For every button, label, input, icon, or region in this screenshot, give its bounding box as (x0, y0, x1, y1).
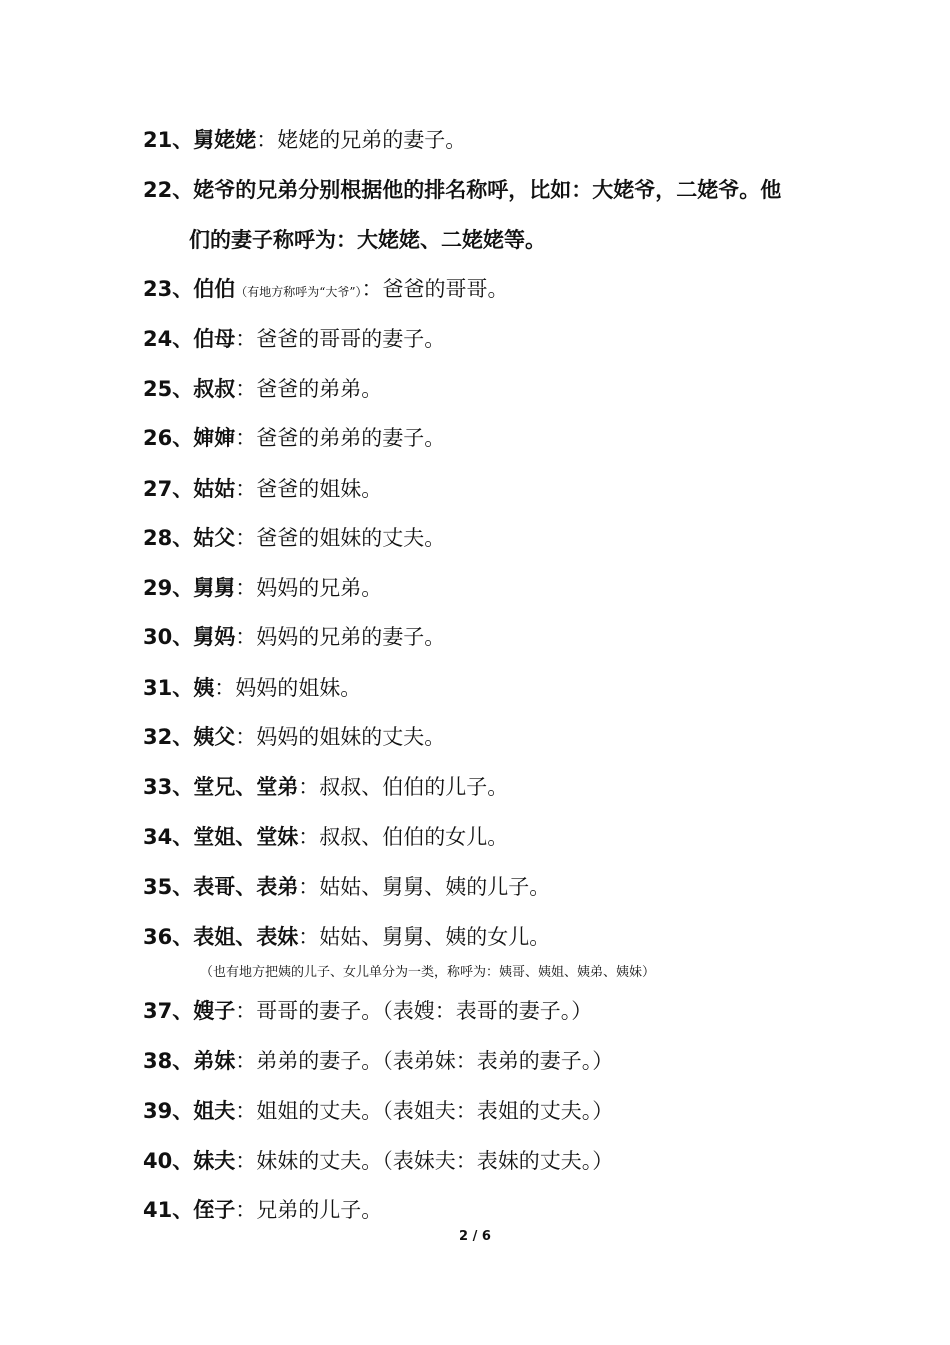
entry-24 (143, 324, 445, 354)
entry-definition: 哥哥的妻子。（表嫂：表哥的妻子。） (256, 999, 593, 1023)
entry-definition: 爸爸的弟弟的妻子。 (256, 426, 446, 450)
entry-definition: 弟弟的妻子。（表弟妹：表弟的妻子。） (256, 1049, 614, 1073)
entry-22 (143, 175, 781, 205)
entry-37 (143, 996, 592, 1026)
entry-definition: 妈妈的兄弟。 (256, 576, 383, 600)
entry-number: 34、 (143, 825, 194, 849)
entry-colon: ： (235, 625, 257, 649)
entry-colon: ： (235, 426, 257, 450)
entry-number: 39、 (143, 1099, 194, 1123)
entry-definition: 姥姥的兄弟的妻子。 (277, 128, 467, 152)
entry-definition: 叔叔、伯伯的儿子。 (319, 775, 509, 799)
entry-colon: ： (235, 725, 257, 749)
entry-term: 舅舅 (193, 576, 236, 600)
entry-term: 姑姑 (193, 477, 236, 501)
entry-colon: ： (298, 825, 320, 849)
entry-definition: 爸爸的哥哥的妻子。 (256, 327, 446, 351)
entry-25 (143, 374, 382, 404)
entry-colon: ： (235, 327, 257, 351)
entry-number: 40、 (143, 1149, 194, 1173)
entry-colon: ： (235, 1198, 257, 1222)
entry-text-line2: 们的妻子称呼为：大姥姥、二姥姥等。 (189, 228, 546, 252)
entry-colon: ： (235, 1099, 257, 1123)
entry-term: 表哥、表弟 (193, 875, 299, 899)
entry-colon: ： (298, 925, 320, 949)
entry-colon: ： (235, 526, 257, 550)
entry-definition: 妈妈的兄弟的妻子。 (256, 625, 446, 649)
entry-number: 36、 (143, 925, 194, 949)
entry-number: 41、 (143, 1198, 194, 1222)
footnote: （也有地方把姨的儿子、女儿单分为一类，称呼为：姨哥、姨姐、姨弟、姨妹） (200, 965, 656, 980)
entry-32 (143, 722, 445, 752)
entry-number: 22、 (143, 178, 194, 202)
entry-27 (143, 474, 382, 504)
entry-36 (143, 922, 550, 952)
entry-number: 38、 (143, 1049, 194, 1073)
entry-number: 23、 (143, 277, 194, 301)
entry-number: 25、 (143, 377, 194, 401)
entry-term: 伯母 (193, 327, 236, 351)
entry-term: 姐夫 (193, 1099, 236, 1123)
entry-colon: ： (235, 999, 257, 1023)
entry-definition: 姑姑、舅舅、姨的女儿。 (319, 925, 551, 949)
entry-term: 表姐、表妹 (193, 925, 299, 949)
entry-number: 29、 (143, 576, 194, 600)
entry-23 (143, 274, 509, 304)
entry-number: 31、 (143, 676, 194, 700)
entry-term: 侄子 (193, 1198, 236, 1222)
entry-28 (143, 523, 445, 553)
entry-34 (143, 822, 508, 852)
entry-term: 舅姥姥 (193, 128, 257, 152)
entry-definition: 爸爸的姐妹。 (256, 477, 383, 501)
entry-term: 姑父 (193, 526, 236, 550)
entry-definition: 爸爸的弟弟。 (256, 377, 383, 401)
entry-term: 舅妈 (193, 625, 236, 649)
entry-definition: 叔叔、伯伯的女儿。 (319, 825, 509, 849)
entry-colon: ： (235, 1049, 257, 1073)
entry-definition: 爸爸的姐妹的丈夫。 (256, 526, 446, 550)
entry-31 (143, 673, 361, 703)
entry-term: 嫂子 (193, 999, 236, 1023)
entry-term: 弟妹 (193, 1049, 236, 1073)
entry-number: 32、 (143, 725, 194, 749)
page-number: 2 / 6 (459, 1229, 491, 1244)
entry-35 (143, 872, 550, 902)
entry-number: 21、 (143, 128, 194, 152)
entry-definition: 兄弟的儿子。 (256, 1198, 383, 1222)
entry-term: 堂姐、堂妹 (193, 825, 299, 849)
entry-colon: ： (361, 277, 383, 301)
entry-colon: ： (235, 576, 257, 600)
entry-definition: 妈妈的姐妹的丈夫。 (256, 725, 446, 749)
entry-number: 37、 (143, 999, 194, 1023)
entry-21 (143, 125, 466, 155)
entry-aside: （有地方称呼为“大爷”） (235, 285, 362, 299)
entry-text-line1: 姥爷的兄弟分别根据他的排名称呼，比如：大姥爷，二姥爷。他 (193, 178, 782, 202)
entry-definition: 妹妹的丈夫。（表妹夫：表妹的丈夫。） (256, 1149, 614, 1173)
entry-colon: ： (214, 676, 236, 700)
entry-38 (143, 1046, 613, 1076)
entry-term: 伯伯 (193, 277, 236, 301)
entry-33 (143, 772, 508, 802)
entry-term: 堂兄、堂弟 (193, 775, 299, 799)
entry-colon: ： (256, 128, 278, 152)
entry-number: 30、 (143, 625, 194, 649)
entry-definition: 姐姐的丈夫。（表姐夫：表姐的丈夫。） (256, 1099, 614, 1123)
entry-term: 姨 (193, 676, 215, 700)
entry-number: 35、 (143, 875, 194, 899)
entry-number: 26、 (143, 426, 194, 450)
entry-colon: ： (298, 875, 320, 899)
entry-colon: ： (235, 377, 257, 401)
entry-definition: 爸爸的哥哥。 (382, 277, 509, 301)
entry-colon: ： (235, 477, 257, 501)
entry-colon: ： (235, 1149, 257, 1173)
entry-number: 28、 (143, 526, 194, 550)
entry-definition: 妈妈的姐妹。 (235, 676, 362, 700)
entry-41 (143, 1195, 382, 1225)
entry-term: 姨父 (193, 725, 236, 749)
entry-22-continued (189, 225, 546, 255)
entry-39 (143, 1096, 613, 1126)
entry-26 (143, 423, 445, 453)
entry-number: 27、 (143, 477, 194, 501)
entry-number: 33、 (143, 775, 194, 799)
entry-40 (143, 1146, 613, 1176)
entry-term: 婶婶 (193, 426, 236, 450)
entry-definition: 姑姑、舅舅、姨的儿子。 (319, 875, 551, 899)
entry-term: 妹夫 (193, 1149, 236, 1173)
entry-29 (143, 573, 382, 603)
entry-30 (143, 622, 445, 652)
entry-number: 24、 (143, 327, 194, 351)
entry-colon: ： (298, 775, 320, 799)
entry-term: 叔叔 (193, 377, 236, 401)
